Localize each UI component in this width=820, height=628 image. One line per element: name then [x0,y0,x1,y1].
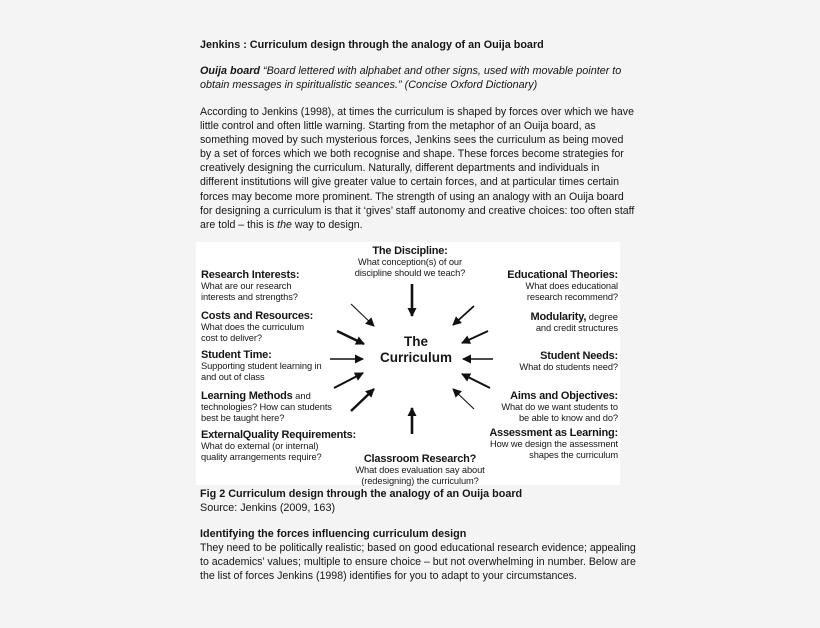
force-title: Learning Methods [201,390,293,402]
force-student-time [201,349,327,382]
arrow-from-lower-right [462,374,490,388]
force-desc: What do we want students to be able to know and do? [501,402,618,423]
force-desc: What conception(s) of our discipline should we teach? [354,257,466,278]
curriculum-label-line1: The [403,334,428,349]
intro-text-emphasis: the [277,218,292,231]
force-desc: Supporting student learning in and out of class [201,361,322,382]
force-title: The Discipline: [372,245,448,257]
force-title: Modularity, [530,311,587,323]
intro-text-post: way to design. [291,218,363,231]
page-title: Jenkins : Curriculum design through the analogy of an Ouija board [200,39,544,51]
intro-paragraph [200,105,636,232]
curriculum-center-label [356,334,476,366]
force-classroom-research [340,453,500,486]
force-external-quality [201,429,356,462]
definition-text: “Board lettered with alphabet and other signs, used with movable pointer to obtain messages in spiritualistic seances.” (Concise Oxford Dictionary) [200,65,622,91]
section-paragraph: They need to be politically realistic; based on good educational research evidence; appealing to academics’ values; multiple to ensure choice – but not overwhelming in number. Below are the list of forces Jenkins (1998) identifies for you to adapt to your circumstances. [200,542,636,583]
force-title-rest: and [292,390,311,401]
arrow-from-bottom-right-thin [453,389,474,409]
force-aims-objectives [492,390,618,423]
force-educational-theories [506,269,618,302]
force-desc: technologies? How can students best be taught here? [201,402,332,423]
force-costs-resources [201,310,319,343]
force-title: Educational Theories: [507,269,618,281]
force-desc: What are our research interests and strengths? [201,281,298,302]
figure-source: Source: Jenkins (2009, 163) [200,502,336,514]
definition-paragraph [200,65,638,92]
force-desc: and credit structures [535,323,618,333]
force-title: Assessment as Learning: [489,427,618,439]
figure-caption: Fig 2 Curriculum design through the analogy of an Ouija board [200,488,523,500]
force-title: Student Needs: [540,350,618,362]
force-learning-methods [201,390,341,423]
ouija-board-diagram [196,242,620,485]
section-heading: Identifying the forces influencing curriculum design [200,528,467,540]
force-title: Research Interests: [201,269,300,281]
definition-term: Ouija board [200,65,260,77]
arrow-from-top-right [453,306,474,325]
force-title: Student Time: [201,349,272,361]
arrow-from-top-left-thin [351,304,374,326]
force-desc: What does evaluation say about (redesigning) the curriculum? [355,465,485,486]
force-modularity [531,311,618,334]
arrow-from-lower-left [334,373,363,388]
force-title-rest: degree [586,311,618,322]
force-the-discipline [330,245,490,278]
force-desc: What do external (or internal) quality arrangements require? [201,441,322,462]
force-research-interests [201,269,313,302]
force-desc: How we design the assessment shapes the curriculum [490,439,618,460]
force-title: ExternalQuality Requirements: [201,429,356,441]
force-student-needs [519,350,618,373]
arrow-from-bottom-left [351,389,374,411]
intro-text-pre: According to Jenkins (1998), at times the curriculum is shaped by forces over which we have little control and often little warning. Starting from the metaphor of an Ouija board, as something moved by such mysterious forces, Jenkins sees the curriculum as being moved by a set of forces which we both recognise and shape. These forces become strategies for creatively designing the curriculum. Naturally, different departments and individuals in different institutions will give greater value to certain forces, and at particular times certain forces may become more prominent. The strength of using an analogy with an Ouija board for designing a curriculum is that it ‘gives’ staff autonomy and creative choices: too often staff are told – this is [200,106,635,231]
force-title: Classroom Research? [363,453,477,465]
force-desc: What do students need? [519,362,618,372]
force-desc: What does the curriculum cost to deliver? [201,322,305,343]
force-title: Costs and Resources: [201,310,314,322]
force-title: Aims and Objectives: [510,390,618,402]
force-desc: What does educational research recommend? [525,281,618,302]
curriculum-label-line2: Curriculum [379,350,452,365]
